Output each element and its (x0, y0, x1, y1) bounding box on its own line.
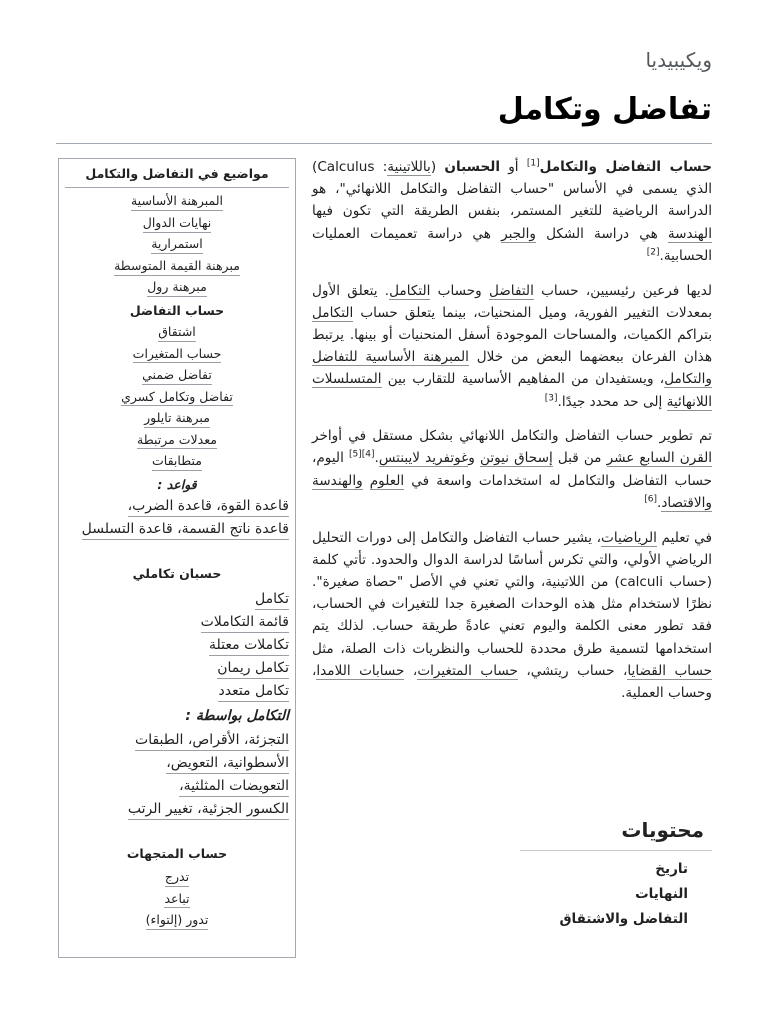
sidebar-item[interactable]: متطابقات (152, 453, 202, 471)
sidebar-item[interactable]: الأسطوانية، التعويض، (166, 754, 289, 774)
sidebar-item[interactable]: تكامل متعدد (218, 682, 289, 702)
sidebar-rules-line[interactable]: قاعدة القوة، قاعدة الضرب، (128, 497, 289, 517)
toc-item[interactable]: النهايات (635, 886, 688, 902)
term-calculus: حساب التفاضل والتكامل (539, 159, 713, 175)
sidebar-section-differential[interactable]: حساب التفاضل (129, 302, 225, 318)
text: من قبل (552, 450, 607, 467)
citation[interactable]: [3] (544, 393, 558, 403)
sidebar-heading[interactable]: مواضيع في التفاضل والتكامل (65, 159, 289, 188)
link-propositional-calculus[interactable]: حساب القضايا (627, 662, 712, 679)
link-17th-century[interactable]: القرن السابع عشر (606, 450, 712, 467)
toc-title: محتويات (520, 818, 712, 851)
sidebar-section-vector[interactable]: حساب المتجهات (126, 845, 228, 861)
link-mathematics[interactable]: الرياضيات (601, 529, 657, 546)
toc-item[interactable]: التفاضل والاشتقاق (559, 911, 688, 927)
text: وحساب (430, 282, 489, 299)
sidebar-basic-list (59, 190, 295, 298)
text: و (468, 450, 480, 467)
sidebar-item[interactable]: مبرهنة تايلور (144, 410, 210, 428)
text: في تعليم (656, 529, 712, 546)
text: هي دراسة الشكل (535, 225, 668, 242)
paragraph-branches (312, 280, 712, 413)
text: ، ويستفيدان من المفاهيم الأساسية للتقارب بين (381, 371, 665, 388)
link-sciences[interactable]: العلوم (369, 472, 405, 489)
link-fundamental-theorem[interactable]: المبرهنة الأساسية للتفاضل والتكامل (312, 349, 712, 388)
sidebar-item[interactable]: استمرارية (151, 236, 203, 254)
sidebar-item[interactable]: التعويضات المثلثية، (179, 777, 289, 797)
text: ( (430, 159, 445, 175)
sidebar-item[interactable]: تكامل (255, 590, 289, 610)
text: . (656, 494, 662, 511)
text: . (374, 450, 379, 467)
sidebar-item[interactable]: مبرهنة رول (147, 279, 207, 297)
sidebar-int-by-list (59, 729, 295, 821)
link-integral[interactable]: التكامل (312, 304, 354, 321)
sidebar-item[interactable]: نهايات الدوال (143, 215, 212, 233)
text: بتراكم الكميات، والمساحات الموجودة أسفل المنحنيات أو بينها. يرتبط هذان الفرعان ببعضهما البعض من خلال (312, 326, 712, 366)
sidebar-item[interactable]: تدرج (165, 869, 189, 887)
text: هي دراسة تعميمات العمليات الحسابية. (312, 225, 712, 264)
link-infinite-series[interactable]: المتسلسلات اللانهائية (312, 371, 712, 410)
text: ، يشير حساب التفاضل والتكامل إلى دورات التحليل الرياضي الأولي، والتي تكرس أساسًا لدراسة الدوال والحدود. تأتي كلمة (حساب calculi) من اللاتينية، والتي تعني في الأصل "حصاة صغيرة". نظرًا لاستخدام مثل هذه الوحدات الصغيرة جدا للتغيرات في الحساب، فقد تطور معنى الكلمة واليوم تعني عادةً طريقة حساب. لذلك يتم استخدامها لتسمية طرق محددة للحساب والنظريات ذات الصلة، مثل (312, 529, 712, 657)
text: أو (500, 159, 527, 175)
site-name[interactable]: ويكيبيديا (645, 48, 712, 72)
sidebar-item[interactable]: التجزئة، الأقراص، الطبقات (135, 731, 289, 751)
sidebar-item[interactable]: تكامل ريمان (217, 659, 289, 679)
term-alhusban: الحسبان (444, 159, 501, 175)
link-economics[interactable]: والاقتصاد (661, 494, 712, 511)
sidebar-item[interactable]: اشتقاق (158, 324, 196, 342)
link-newton[interactable]: إسحاق نيوتن (479, 450, 553, 467)
link-leibniz[interactable]: غوتفريد لايبنتس (378, 450, 469, 467)
calculus-sidebar (58, 158, 296, 958)
sidebar-item[interactable]: تكاملات معتلة (209, 636, 289, 656)
paragraph-intro (312, 156, 712, 267)
citation[interactable]: [6] (644, 494, 657, 505)
text: إلى حد محدد جيدًا. (557, 393, 667, 410)
sidebar-item[interactable]: معدلات مرتبطة (137, 432, 217, 450)
sidebar-item[interactable]: تفاضل ضمني (142, 367, 212, 385)
citation[interactable]: [2] (646, 247, 660, 258)
text: ، حساب ريتشي، (517, 662, 628, 679)
link-differential[interactable]: التفاضل (488, 282, 534, 299)
sidebar-item[interactable]: الكسور الجزئية، تغيير الرتب (128, 800, 289, 820)
sidebar-section-integral[interactable]: حسبان تكاملي (132, 565, 222, 581)
sidebar-int-by-label: التكامل بواسطة : (185, 708, 289, 724)
sidebar-item[interactable]: تفاضل وتكامل كسري (121, 389, 233, 407)
sidebar-rules-line[interactable]: قاعدة ناتج القسمة، قاعدة التسلسل (82, 520, 289, 540)
text: تم تطوير حساب التفاضل والتكامل اللانهائي بشكل مستقل في أواخر (312, 428, 712, 445)
sidebar-vec-list (59, 866, 295, 931)
sidebar-int-list (59, 588, 295, 703)
link-integral[interactable]: التكامل (389, 282, 431, 299)
paragraph-history (312, 425, 712, 514)
citation[interactable]: [5] (348, 449, 362, 460)
link-calculus-of-variations[interactable]: حساب المتغيرات (417, 662, 518, 679)
sidebar-item[interactable]: مبرهنة القيمة المتوسطة (114, 258, 240, 276)
citation[interactable]: [4] (361, 449, 375, 460)
toc-item[interactable]: تاريخ (655, 861, 688, 877)
text: . يتعلق الأول بمعدلات التغيير الفورية، وميل المنحنيات، بينما يتعلق حساب (312, 282, 712, 321)
text: ، (404, 662, 418, 679)
sidebar-rules (59, 495, 295, 541)
sidebar-item[interactable]: المبرهنة الأساسية (131, 193, 223, 211)
link-latin[interactable]: باللاتينية (387, 159, 431, 175)
text: اليوم، حساب التفاضل والتكامل له استخدامات واسعة في (312, 450, 712, 489)
sidebar-item[interactable]: تدور (إلتواء) (146, 912, 209, 930)
title-divider (56, 143, 712, 144)
sidebar-diff-list (59, 321, 295, 472)
sidebar-item[interactable]: قائمة التكاملات (201, 613, 289, 633)
link-lambda-calculus[interactable]: حسابات اللامدا (316, 662, 405, 679)
text: لديها فرعين رئيسيين، حساب (533, 282, 712, 299)
sidebar-item[interactable]: تباعد (164, 891, 189, 909)
text: : Calculus) الذي يسمى في الأساس "حساب التفاضل والتكامل اللانهائي"، هو الدراسة الرياضية للتغير المستمر، بنفس الطريقة التي تكون فيها (312, 159, 712, 220)
link-geometry[interactable]: الهندسة (667, 225, 712, 242)
page-title: تفاضل وتكامل (497, 92, 712, 127)
link-algebra[interactable]: والجبر (501, 225, 536, 242)
link-engineering[interactable]: والهندسة (312, 472, 363, 489)
table-of-contents (520, 818, 712, 929)
article-body (312, 156, 712, 717)
sidebar-rules-label: قواعد : (157, 476, 197, 492)
sidebar-item[interactable]: حساب المتغيرات (133, 346, 222, 364)
citation[interactable]: [1] (526, 158, 540, 169)
paragraph-education (312, 527, 712, 705)
text: ، وحساب العملية. (312, 662, 712, 701)
